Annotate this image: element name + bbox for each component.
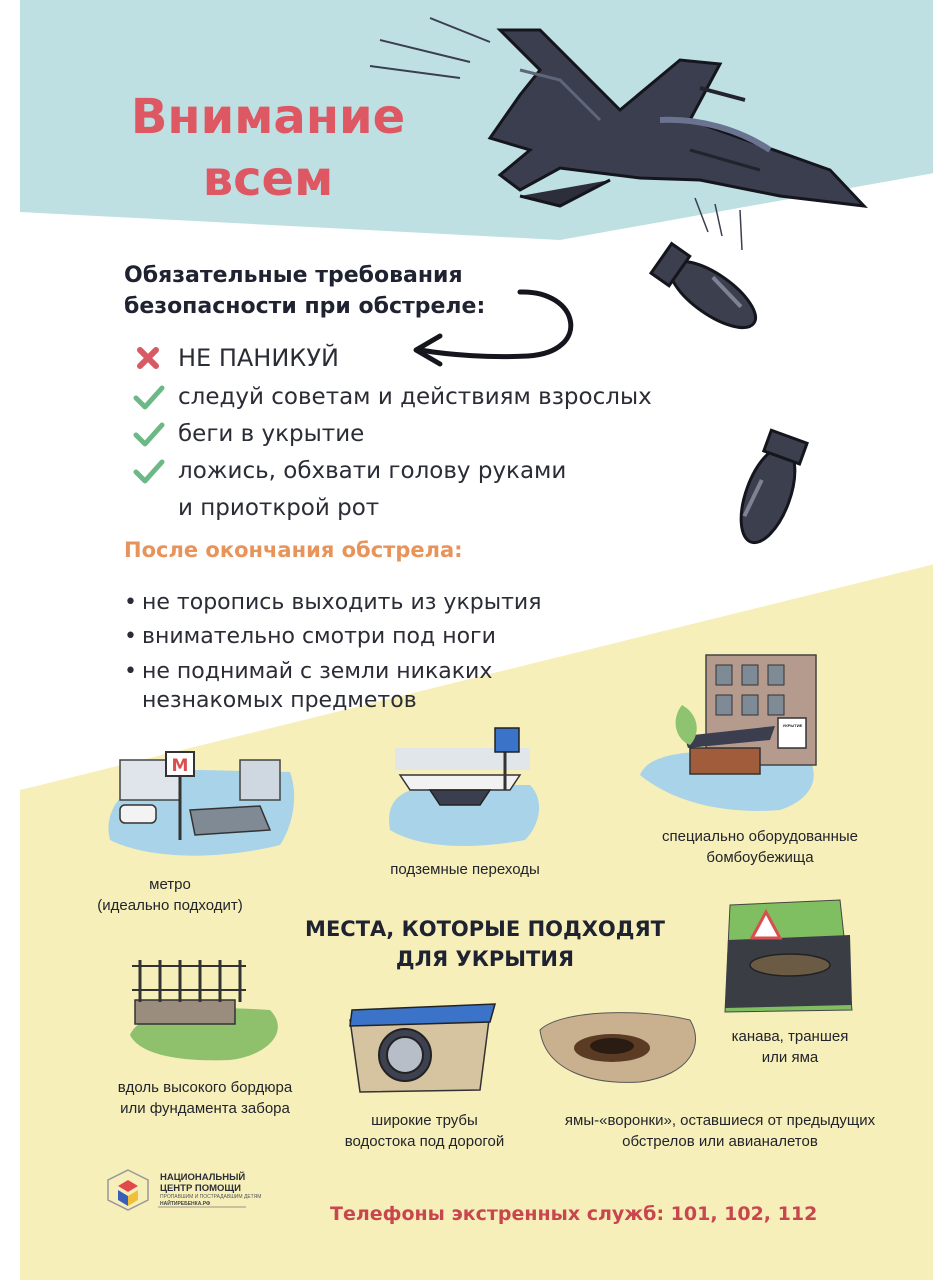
after-heading: После окончания обстрела: [124,538,463,562]
craters-caption [530,1110,910,1152]
after-item [124,657,492,687]
after-item [124,588,541,618]
caption-line: канава, траншея [731,1028,849,1045]
caption-line: водостока под дорогой [344,1133,505,1150]
places-heading-line-2: ДЛЯ УКРЫТИЯ [395,947,575,971]
rule-text: ложись, обхвати голову руками [178,458,567,484]
bullet-icon: • [124,659,137,684]
check-icon [132,382,166,412]
pipes-caption [322,1110,527,1152]
after-item-text: внимательно смотри под ноги [142,624,496,649]
title-line-1: Внимание [130,89,406,145]
cross-icon [132,343,166,373]
after-item-text: незнакомых предметов [142,688,417,713]
caption-line: широкие трубы [371,1112,478,1129]
underpass-caption [360,859,570,880]
ditch-illustration [725,900,852,1012]
rule-text: следуй советам и действиям взрослых [178,384,652,410]
caption-line: специально оборудованные [661,828,859,845]
org-line-1: НАЦИОНАЛЬНЫЙ [160,1172,246,1183]
bullet-icon: • [124,624,137,649]
caption-line: или фундамента забора [120,1100,290,1117]
requirements-heading-line-1: Обязательные требования [124,263,463,288]
rule-item [132,453,566,489]
caption-line: ямы-«воронки», оставшиеся от предыдущих [564,1112,876,1129]
after-item [124,686,417,716]
bullet-icon: • [124,590,137,615]
shelter-sign-label: УКРЫТИЕ [782,723,803,728]
shelter-caption [625,826,895,868]
org-line-2: ЦЕНТР ПОМОЩИ [160,1183,241,1194]
title-line-2: всем [202,151,334,207]
org-subtitle: ПРОПАВШИМ И ПОСТРАДАВШИМ ДЕТЯМ [160,1194,262,1200]
caption-line: вдоль высокого бордюра [117,1079,293,1096]
pipe-illustration [350,1004,495,1092]
bomb-icon-1 [650,242,766,340]
caption-line: подземные переходы [390,861,540,878]
curb-caption [95,1077,315,1119]
requirements-heading [124,260,485,322]
check-icon [132,419,166,449]
metro-caption [80,874,260,916]
emergency-phones: Телефоны экстренных служб: 101, 102, 112 [330,1203,818,1225]
rule-item [132,379,652,415]
org-name [160,1172,261,1208]
after-item [124,622,496,652]
check-icon [132,456,166,486]
places-heading [270,914,700,974]
rule-item [132,340,339,376]
requirements-heading-line-2: безопасности при обстреле: [124,294,486,319]
ditch-caption [710,1026,870,1068]
after-item-text: не поднимай с земли никаких [142,659,493,684]
rule-text: и приоткрой рот [178,495,380,521]
caption-line: обстрелов или авианалетов [622,1133,818,1150]
rule-item [132,490,379,526]
after-item-text: не торопись выходить из укрытия [142,590,542,615]
caption-line: или яма [761,1049,819,1066]
caption-line: метро [149,876,191,893]
places-heading-line-1: МЕСТА, КОТОРЫЕ ПОДХОДЯТ [305,917,665,941]
rule-item [132,416,364,452]
rule-indent [132,493,166,523]
metro-sign-icon: М [171,756,189,776]
caption-line: (идеально подходит) [97,897,243,914]
caption-line: бомбоубежища [706,849,814,866]
bomb-icon-2 [730,429,810,549]
org-url: НАЙТИРЕБЕНКА.РФ [160,1201,211,1207]
rule-text: НЕ ПАНИКУЙ [178,344,339,372]
rule-text: беги в укрытие [178,421,365,447]
page-title [108,86,428,210]
